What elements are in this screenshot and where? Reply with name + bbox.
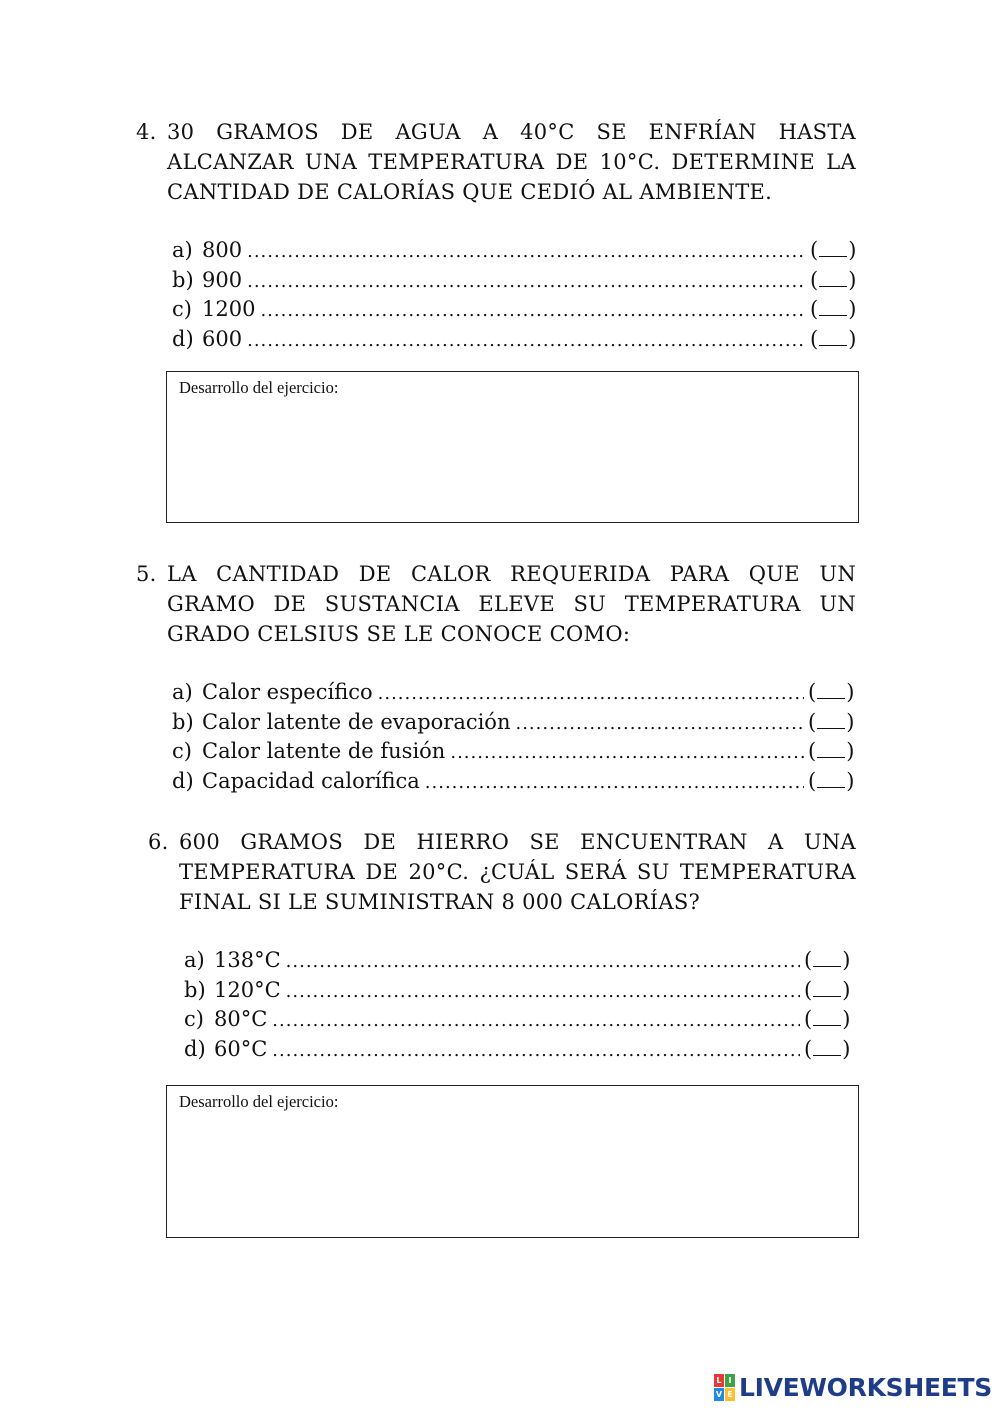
- option-text: 60°C: [214, 1037, 268, 1062]
- work-box[interactable]: [166, 371, 859, 523]
- option-b[interactable]: [172, 708, 854, 738]
- dot-leader: [247, 326, 806, 356]
- option-b[interactable]: [172, 266, 856, 296]
- dot-leader: [450, 738, 804, 768]
- option-c[interactable]: [172, 295, 856, 325]
- answer-blank[interactable]: ( ): [810, 297, 857, 322]
- option-text: Calor latente de evaporación: [202, 709, 511, 734]
- brand-text: LIVEWORKSHEETS: [738, 1372, 992, 1402]
- option-a[interactable]: [172, 678, 854, 708]
- option-letter: a): [172, 238, 193, 262]
- question-number: 5.: [136, 562, 157, 586]
- option-letter: d): [172, 769, 194, 794]
- option-text: Calor latente de fusión: [202, 739, 446, 764]
- answer-blank[interactable]: ( ): [808, 709, 855, 734]
- option-d[interactable]: [184, 1035, 850, 1065]
- answer-blank[interactable]: ( ): [808, 769, 855, 794]
- option-text: 600: [202, 327, 243, 352]
- option-a[interactable]: [184, 946, 850, 976]
- option-letter: c): [184, 1007, 204, 1032]
- answer-blank[interactable]: ( ): [808, 739, 855, 764]
- options-list: [184, 946, 850, 1065]
- dot-leader: [260, 296, 806, 326]
- dot-leader: [286, 977, 800, 1007]
- dot-leader: [272, 1006, 800, 1036]
- dot-leader: [247, 237, 806, 267]
- option-a[interactable]: [172, 236, 856, 266]
- question-text: 30 GRAMOS DE AGUA A 40°C SE ENFRÍAN HASTA ALCANZAR UNA TEMPERATURA DE 10°C. DETERMINE LA CANTIDAD DE CALORÍAS QUE CEDIÓ AL AMBIENTE.: [167, 120, 856, 204]
- options-list: [172, 678, 854, 797]
- option-c[interactable]: [184, 1005, 850, 1035]
- option-letter: a): [172, 680, 193, 704]
- option-text: 80°C: [214, 1007, 268, 1032]
- option-letter: d): [172, 327, 194, 352]
- option-b[interactable]: [184, 976, 850, 1006]
- question-number: 4.: [136, 120, 157, 144]
- option-letter: d): [184, 1037, 206, 1062]
- work-box-label: Desarrollo del ejercicio:: [179, 1092, 339, 1111]
- option-letter: b): [184, 977, 206, 1002]
- question-text: LA CANTIDAD DE CALOR REQUERIDA PARA QUE UN GRAMO DE SUSTANCIA ELEVE SU TEMPERATURA UN GRADO CELSIUS SE LE CONOCE COMO:: [167, 562, 856, 646]
- option-text: Calor específico: [202, 680, 373, 704]
- option-c[interactable]: [172, 737, 854, 767]
- option-d[interactable]: [172, 325, 856, 355]
- answer-blank[interactable]: ( ): [804, 1007, 851, 1032]
- answer-blank[interactable]: ( ): [804, 948, 851, 972]
- option-text: 800: [202, 238, 243, 262]
- question-text: 600 GRAMOS DE HIERRO SE ENCUENTRAN A UNA TEMPERATURA DE 20°C. ¿CUÁL SERÁ SU TEMPERATURA FINAL SI LE SUMINISTRAN 8 000 CALORÍAS?: [179, 830, 856, 914]
- work-box-label: Desarrollo del ejercicio:: [179, 378, 339, 397]
- dot-leader: [425, 768, 804, 798]
- answer-blank[interactable]: ( ): [810, 267, 857, 292]
- liveworksheets-brand: [714, 1369, 992, 1405]
- dot-leader: [272, 1036, 800, 1066]
- answer-blank[interactable]: ( ): [810, 327, 857, 352]
- liveworksheets-logo-icon: [714, 1374, 735, 1401]
- question-number: 6.: [148, 830, 169, 854]
- option-text: 1200: [202, 297, 256, 322]
- option-letter: c): [172, 297, 192, 322]
- option-text: 138°C: [214, 948, 281, 972]
- question-5: [136, 559, 856, 649]
- dot-leader: [286, 947, 800, 977]
- answer-blank[interactable]: ( ): [808, 680, 855, 704]
- work-box[interactable]: [166, 1085, 859, 1238]
- dot-leader: [247, 267, 806, 297]
- option-letter: b): [172, 267, 194, 292]
- logo-letter: V: [715, 1389, 723, 1399]
- option-letter: b): [172, 709, 194, 734]
- option-letter: c): [172, 739, 192, 764]
- dot-leader: [515, 709, 804, 739]
- answer-blank[interactable]: ( ): [804, 1037, 851, 1062]
- logo-letter: I: [725, 1374, 735, 1387]
- question-6: [148, 827, 856, 917]
- option-letter: a): [184, 948, 205, 972]
- option-d[interactable]: [172, 767, 854, 797]
- answer-blank[interactable]: ( ): [804, 977, 851, 1002]
- question-4: [136, 117, 856, 207]
- logo-letter: L: [714, 1374, 724, 1387]
- option-text: 120°C: [214, 977, 281, 1002]
- options-list: [172, 236, 856, 355]
- answer-blank[interactable]: ( ): [810, 238, 857, 262]
- dot-leader: [378, 679, 804, 709]
- option-text: Capacidad calorífica: [202, 769, 420, 794]
- option-text: 900: [202, 267, 243, 292]
- logo-letter: E: [725, 1388, 735, 1401]
